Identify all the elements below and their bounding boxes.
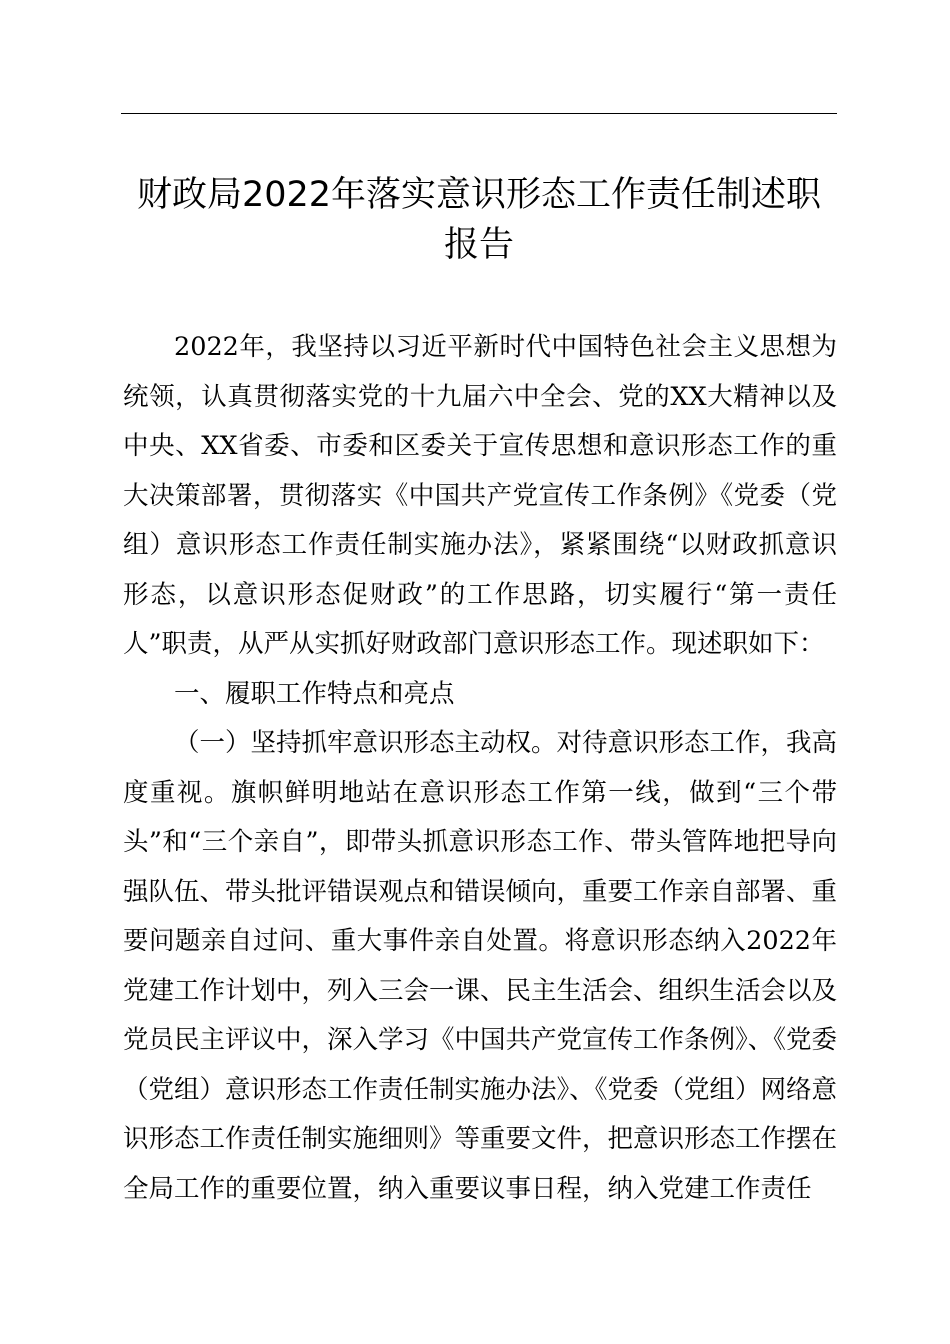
title-line-1: 财政局2022年落实意识形态工作责任制述职 (136, 175, 822, 215)
page-title (121, 170, 837, 270)
section-heading: 一、履职工作特点和亮点 (174, 678, 455, 709)
title-line-2: 报告 (443, 225, 514, 265)
intro-paragraph: 2022年，我坚持以习近平新时代中国特色社会主义思想为统领，认真贯彻落实党的十九届六中全会、党的XX大精神以及中央、XX省委、市委和区委关于宣传思想和意识形态工作的重大决策部署，贯彻落实《中国共产党宣传工作条例》《党委（党组）意识形态工作责任制实施办法》，紧紧围绕“以财政抓意识形态，以意识形态促财政”的工作思路，切实履行“第一责任人”职责，从严从实抓好财政部门意识形态工作。现述职如下： (123, 332, 837, 659)
header-rule (121, 113, 837, 114)
section-paragraph: （一）坚持抓牢意识形态主动权。对待意识形态工作，我高度重视。旗帜鲜明地站在意识形态工作第一线，做到“三个带头”和“三个亲自”，即带头抓意识形态工作、带头管阵地把导向强队伍、带头批评错误观点和错误倾向，重要工作亲自部署、重要问题亲自过问、重大事件亲自处置。将意识形态纳入2022年党建工作计划中，列入三会一课、民主生活会、组织生活会以及党员民主评议中，深入学习《中国共产党宣传工作条例》、《党委（党组）意识形态工作责任制实施办法》、《党委（党组）网络意识形态工作责任制实施细则》等重要文件，把意识形态工作摆在全局工作的重要位置，纳入重要议事日程，纳入党建工作责任 (123, 728, 838, 1204)
document-body (123, 323, 837, 1214)
